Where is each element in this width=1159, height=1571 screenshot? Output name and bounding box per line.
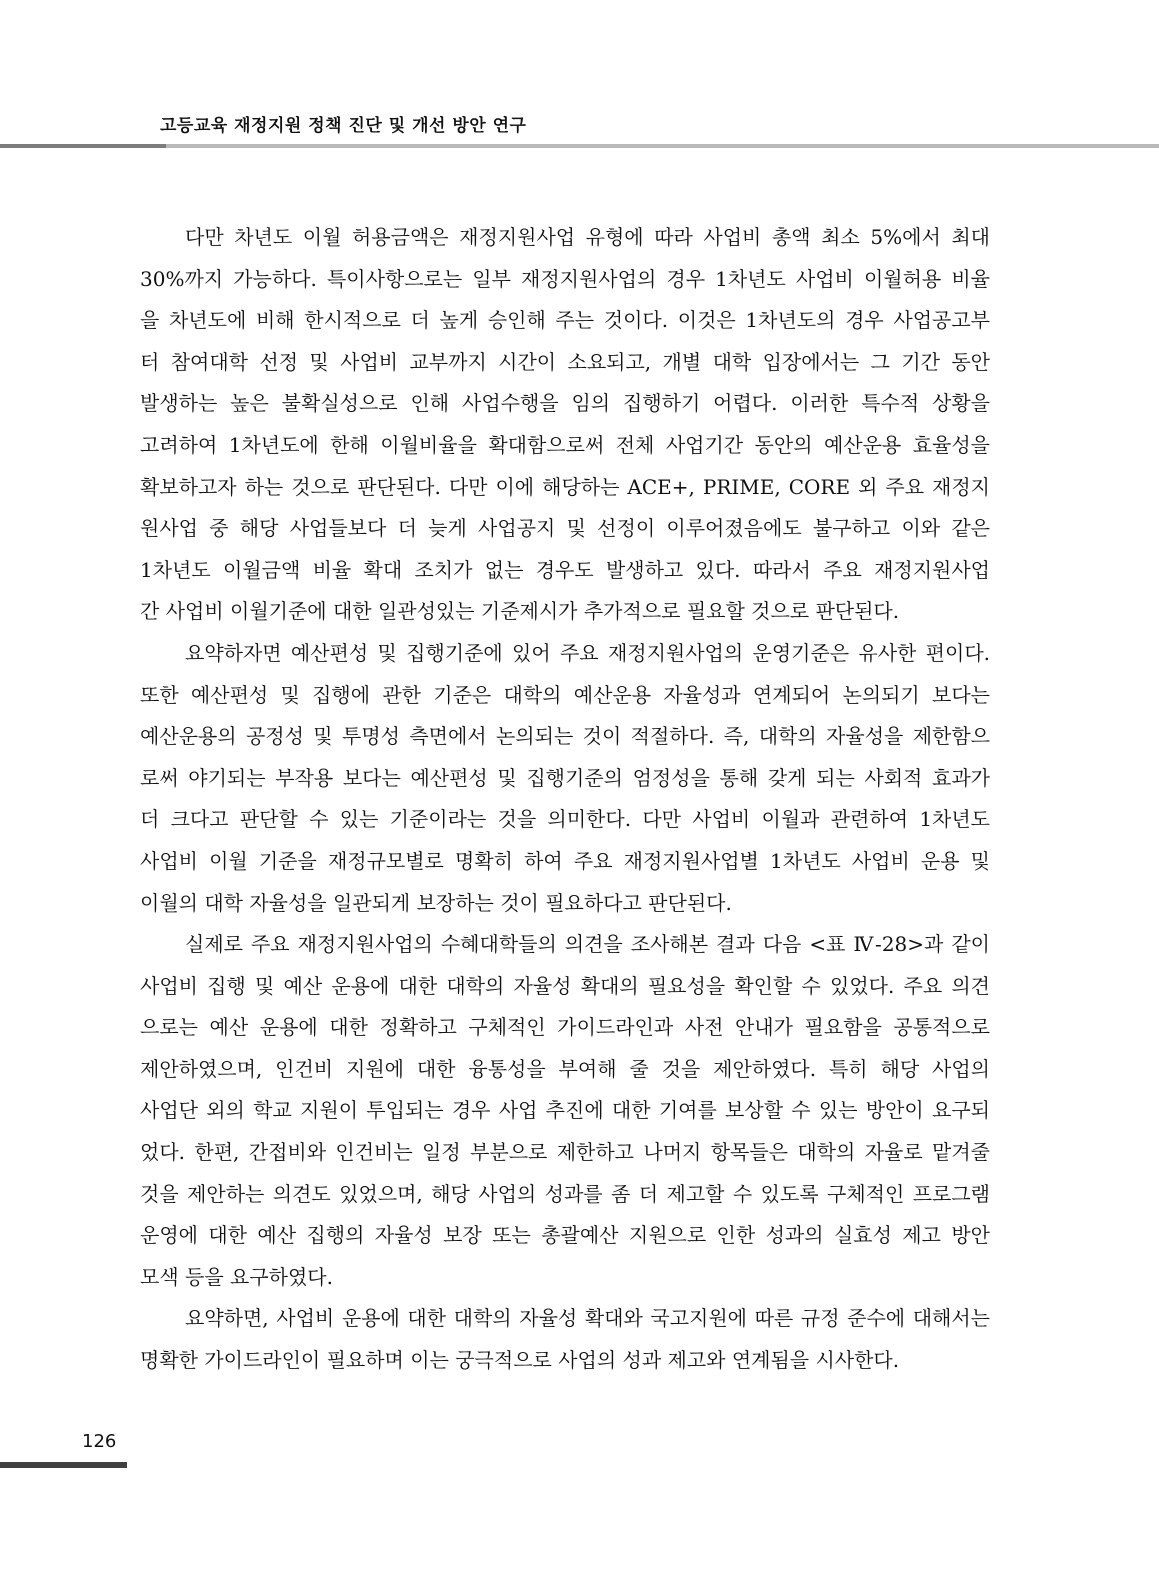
text-line: 30%까지 가능하다. 특이사항으로는 일부 재정지원사업의 경우 1차년도 사업비 이월허용 비율 bbox=[140, 266, 990, 291]
header-rule-accent bbox=[0, 144, 166, 148]
text-line: 실제로 주요 재정지원사업의 수혜대학들의 의견을 조사해본 결과 다음 <표 Ⅳ-28>과 같이 bbox=[185, 932, 990, 957]
body-text bbox=[140, 217, 990, 1382]
text-line: 이월의 대학 자율성을 일관되게 보장하는 것이 필요하다고 판단된다. bbox=[140, 890, 732, 915]
running-header-title: 고등교육 재정지원 정책 진단 및 개선 방안 연구 bbox=[160, 116, 527, 136]
text-line: 더 크다고 판단할 수 있는 기준이라는 것을 의미한다. 다만 사업비 이월과 관련하여 1차년도 bbox=[140, 807, 990, 832]
text-line: 터 참여대학 선정 및 사업비 교부까지 시간이 소요되고, 개별 대학 입장에서는 그 기간 동안 bbox=[140, 349, 990, 374]
header-rule bbox=[0, 144, 1159, 148]
text-line: 요약하면, 사업비 운용에 대한 대학의 자율성 확대와 국고지원에 따른 규정 준수에 대해서는 bbox=[185, 1306, 990, 1331]
paragraph bbox=[140, 633, 990, 924]
text-line: 고려하여 1차년도에 한해 이월비율을 확대함으로써 전체 사업기간 동안의 예산운용 효율성을 bbox=[140, 432, 990, 457]
paragraph bbox=[140, 924, 990, 1298]
text-line: 었다. 한편, 간접비와 인건비는 일정 부분으로 제한하고 나머지 항목들은 대학의 자율로 맡겨줄 bbox=[140, 1140, 990, 1165]
text-line: 운영에 대한 예산 집행의 자율성 보장 또는 총괄예산 지원으로 인한 성과의 실효성 제고 방안 bbox=[140, 1223, 990, 1248]
text-line: 을 차년도에 비해 한시적으로 더 높게 승인해 주는 것이다. 이것은 1차년도의 경우 사업공고부 bbox=[140, 308, 990, 333]
text-line: 예산운용의 공정성 및 투명성 측면에서 논의되는 것이 적절하다. 즉, 대학의 자율성을 제한함으 bbox=[140, 724, 990, 749]
text-line: 명확한 가이드라인이 필요하며 이는 궁극적으로 사업의 성과 제고와 연계됨을 시사한다. bbox=[140, 1348, 900, 1373]
text-line: 로써 야기되는 부작용 보다는 예산편성 및 집행기준의 엄정성을 통해 갖게 되는 사회적 효과가 bbox=[140, 765, 990, 790]
text-line: 사업단 외의 학교 지원이 투입되는 경우 사업 추진에 대한 기여를 보상할 수 있는 방안이 요구되 bbox=[140, 1098, 990, 1123]
text-line: 발생하는 높은 불확실성으로 인해 사업수행을 임의 집행하기 어렵다. 이러한 특수적 상황을 bbox=[140, 391, 990, 416]
text-line: 간 사업비 이월기준에 대한 일관성있는 기준제시가 추가적으로 필요할 것으로 판단된다. bbox=[140, 599, 900, 624]
text-line: 사업비 집행 및 예산 운용에 대한 대학의 자율성 확대의 필요성을 확인할 수 있었다. 주요 의견 bbox=[140, 973, 990, 998]
footer-bar bbox=[0, 1462, 127, 1468]
paragraph bbox=[140, 217, 990, 633]
text-line: 요약하자면 예산편성 및 집행기준에 있어 주요 재정지원사업의 운영기준은 유사한 편이다. bbox=[185, 640, 990, 665]
text-line: 으로는 예산 운용에 대한 정확하고 구체적인 가이드라인과 사전 안내가 필요함을 공통적으로 bbox=[140, 1015, 990, 1040]
text-line: 원사업 중 해당 사업들보다 더 늦게 사업공지 및 선정이 이루어졌음에도 불구하고 이와 같은 bbox=[140, 516, 990, 541]
paragraph bbox=[140, 1298, 990, 1381]
text-line: 제안하였으며, 인건비 지원에 대한 융통성을 부여해 줄 것을 제안하였다. 특히 해당 사업의 bbox=[140, 1056, 990, 1081]
text-line: 확보하고자 하는 것으로 판단된다. 다만 이에 해당하는 ACE+, PRIME, CORE 외 주요 재정지 bbox=[140, 474, 990, 499]
text-line: 것을 제안하는 의견도 있었으며, 해당 사업의 성과를 좀 더 제고할 수 있도록 구체적인 프로그램 bbox=[140, 1181, 990, 1206]
text-line: 1차년도 이월금액 비율 확대 조치가 없는 경우도 발생하고 있다. 따라서 주요 재정지원사업 bbox=[140, 557, 990, 582]
text-line: 사업비 이월 기준을 재정규모별로 명확히 하여 주요 재정지원사업별 1차년도 사업비 운용 및 bbox=[140, 848, 990, 873]
text-line: 다만 차년도 이월 허용금액은 재정지원사업 유형에 따라 사업비 총액 최소 5%에서 최대 bbox=[185, 225, 990, 249]
text-line: 모색 등을 요구하였다. bbox=[140, 1264, 333, 1289]
page-number: 126 bbox=[82, 1431, 117, 1452]
text-line: 또한 예산편성 및 집행에 관한 기준은 대학의 예산운용 자율성과 연계되어 논의되기 보다는 bbox=[140, 682, 990, 707]
